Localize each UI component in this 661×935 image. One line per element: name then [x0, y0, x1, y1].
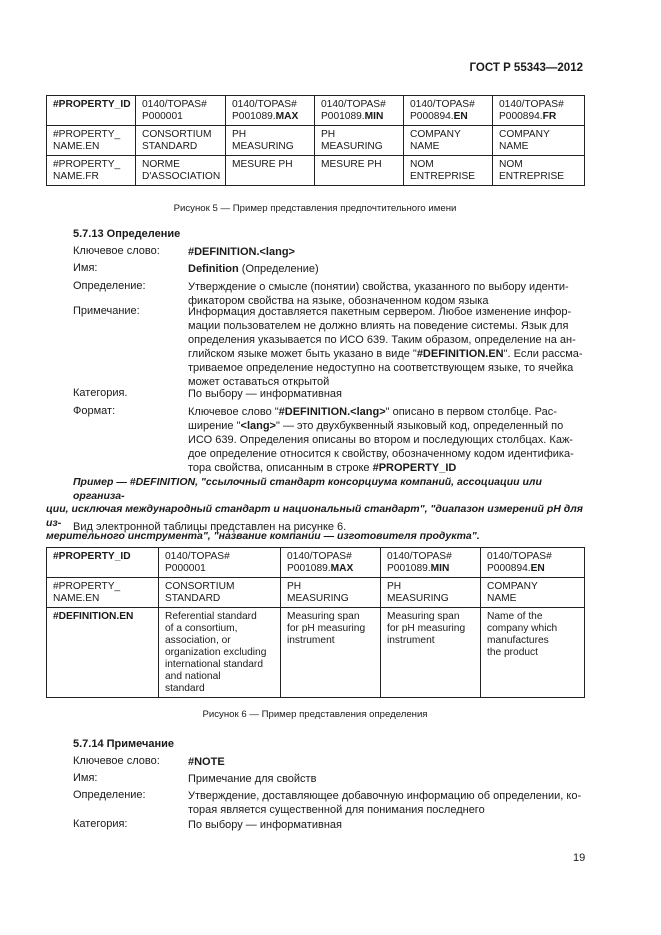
table-cell: 0140/TOPAS# P001089.MIN — [381, 548, 481, 578]
name-label: Имя: — [73, 262, 98, 274]
note-line: может оставаться открытой — [188, 376, 330, 388]
example-line: Пример — #DEFINITION, "ссылочный стандарт консорциума компаний, ассоциации или организа- — [73, 476, 542, 502]
table-row — [47, 608, 585, 698]
row-header-cell: #PROPERTY_ID — [47, 96, 136, 126]
table-cell: 0140/TOPAS# P000001 — [159, 548, 281, 578]
table-cell: COMPANY NAME — [493, 126, 585, 156]
table-cell: COMPANY NAME — [404, 126, 493, 156]
format-line: дое определение относится к свойству, обозначенному кодом идентифика- — [188, 448, 574, 460]
table-row — [47, 548, 585, 578]
table-cell: MESURE PH — [315, 156, 404, 186]
table-cell: NOM ENTREPRISE — [404, 156, 493, 186]
category-label: Категория. — [73, 387, 128, 399]
table-row — [47, 156, 585, 186]
table-cell: COMPANY NAME — [481, 578, 585, 608]
note-line: определения указывается по ИСО 639. Таким образом, определение на ан- — [188, 334, 576, 346]
definition-label: Определение: — [73, 789, 146, 801]
table-cell: 0140/TOPAS# P001089.MAX — [226, 96, 315, 126]
definition-label: Определение: — [73, 280, 146, 292]
example-line: мерительного инструмента", "название компании — изготовителя продукта". — [46, 530, 480, 542]
category-label: Категория: — [73, 818, 128, 830]
table-cell: NOM ENTREPRISE — [493, 156, 585, 186]
row-header-cell: #DEFINITION.EN — [47, 608, 159, 698]
table-row — [47, 96, 585, 126]
note-line: мации пользователем не должно влиять на поведение системы. Язык для — [188, 320, 569, 332]
figure-6-caption: Рисунок 6 — Пример представления определения — [202, 709, 428, 720]
definition-line: Утверждение о смысле (понятии) свойства, указанного по выбору иденти- — [188, 281, 569, 293]
view-text: Вид электронной таблицы представлен на рисунке 6. — [73, 521, 347, 533]
table-cell: 0140/TOPAS# P000001 — [136, 96, 226, 126]
format-line: Ключевое слово "#DEFINITION.<lang>" описано в первом столбце. Рас- — [188, 406, 557, 418]
format-line: тора свойства, описанным в строке #PROPERTY_ID — [188, 462, 457, 474]
table-cell: 0140/TOPAS# P001089.MIN — [315, 96, 404, 126]
definition-value — [188, 789, 583, 817]
definition-line: Утверждение, доставляющее добавочную информацию об определении, ко- — [188, 790, 582, 802]
definition-line: фикатором свойства на языке, обозначенном кодом языка — [188, 295, 489, 307]
page-number: 19 — [573, 852, 586, 864]
format-line: ИСО 639. Определения описаны во втором и последующих столбцах. Каж- — [188, 434, 573, 446]
table-preferred-name — [46, 95, 585, 186]
keyword-label: Ключевое слово: — [73, 245, 160, 257]
row-header-cell: #PROPERTY_ NAME.FR — [47, 156, 136, 186]
table-cell: 0140/TOPAS# P001089.MAX — [281, 548, 381, 578]
keyword-value: #NOTE — [188, 756, 225, 768]
row-header-cell: #PROPERTY_ID — [47, 548, 159, 578]
category-value: По выбору — информативная — [188, 388, 342, 400]
category-value: По выбору — информативная — [188, 819, 342, 831]
row-header-cell: #PROPERTY_ NAME.EN — [47, 126, 136, 156]
keyword-label: Ключевое слово: — [73, 755, 160, 767]
standard-number: ГОСТ Р 55343—2012 — [469, 62, 583, 74]
name-bold: Definition — [188, 263, 239, 275]
note-value — [188, 305, 583, 389]
name-rest: (Определение) — [238, 263, 319, 275]
example-line: ции, исключая международный стандарт и национальный стандарт", "диапазон измерений pH для из- — [46, 503, 583, 529]
name-value: Примечание для свойств — [188, 773, 317, 785]
table-cell: 0140/TOPAS# P000894.EN — [404, 96, 493, 126]
table-cell: Name of the company which manufactures the product — [481, 608, 585, 698]
table-cell: Referential standard of a consortium, association, or organization excluding international standard and national standard — [159, 608, 281, 698]
table-cell: NORME D'ASSOCIATION — [136, 156, 226, 186]
table-cell: PH MEASURING — [281, 578, 381, 608]
format-line: ширение "<lang>" — это двухбуквенный языковый код, определенный по — [188, 420, 564, 432]
figure-5-caption: Рисунок 5 — Пример представления предпочтительного имени — [173, 203, 457, 214]
table-cell: PH MEASURING — [381, 578, 481, 608]
note-label: Примечание: — [73, 305, 140, 317]
table-cell: 0140/TOPAS# P000894.FR — [493, 96, 585, 126]
table-cell: PH MEASURING — [226, 126, 315, 156]
note-line: Информация доставляется пакетным сервером. Любое изменение инфор- — [188, 306, 572, 318]
name-label: Имя: — [73, 772, 98, 784]
keyword-value: #DEFINITION.<lang> — [188, 246, 295, 258]
table-cell: CONSORTIUM STANDARD — [136, 126, 226, 156]
section-5-7-14-title: 5.7.14 Примечание — [73, 738, 175, 750]
table-cell: Measuring span for pH measuring instrument — [381, 608, 481, 698]
table-cell: CONSORTIUM STANDARD — [159, 578, 281, 608]
format-value — [188, 405, 583, 475]
definition-line: торая является существенной для понимания последнего — [188, 804, 485, 816]
table-cell: 0140/TOPAS# P000894.EN — [481, 548, 585, 578]
name-value — [188, 262, 583, 276]
table-cell: Measuring span for pH measuring instrument — [281, 608, 381, 698]
table-cell: PH MEASURING — [315, 126, 404, 156]
definition-value — [188, 280, 583, 308]
format-label: Формат: — [73, 405, 116, 417]
table-cell: MESURE PH — [226, 156, 315, 186]
table-definition — [46, 547, 585, 698]
table-row — [47, 126, 585, 156]
table-row — [47, 578, 585, 608]
row-header-cell: #PROPERTY_ NAME.EN — [47, 578, 159, 608]
note-line: глийском языке может быть указано в виде "#DEFINITION.EN". Если рассма- — [188, 348, 583, 360]
section-5-7-13-title: 5.7.13 Определение — [73, 228, 181, 240]
note-line: триваемое определение недоступно на соответствующем языке, то ячейка — [188, 362, 574, 374]
